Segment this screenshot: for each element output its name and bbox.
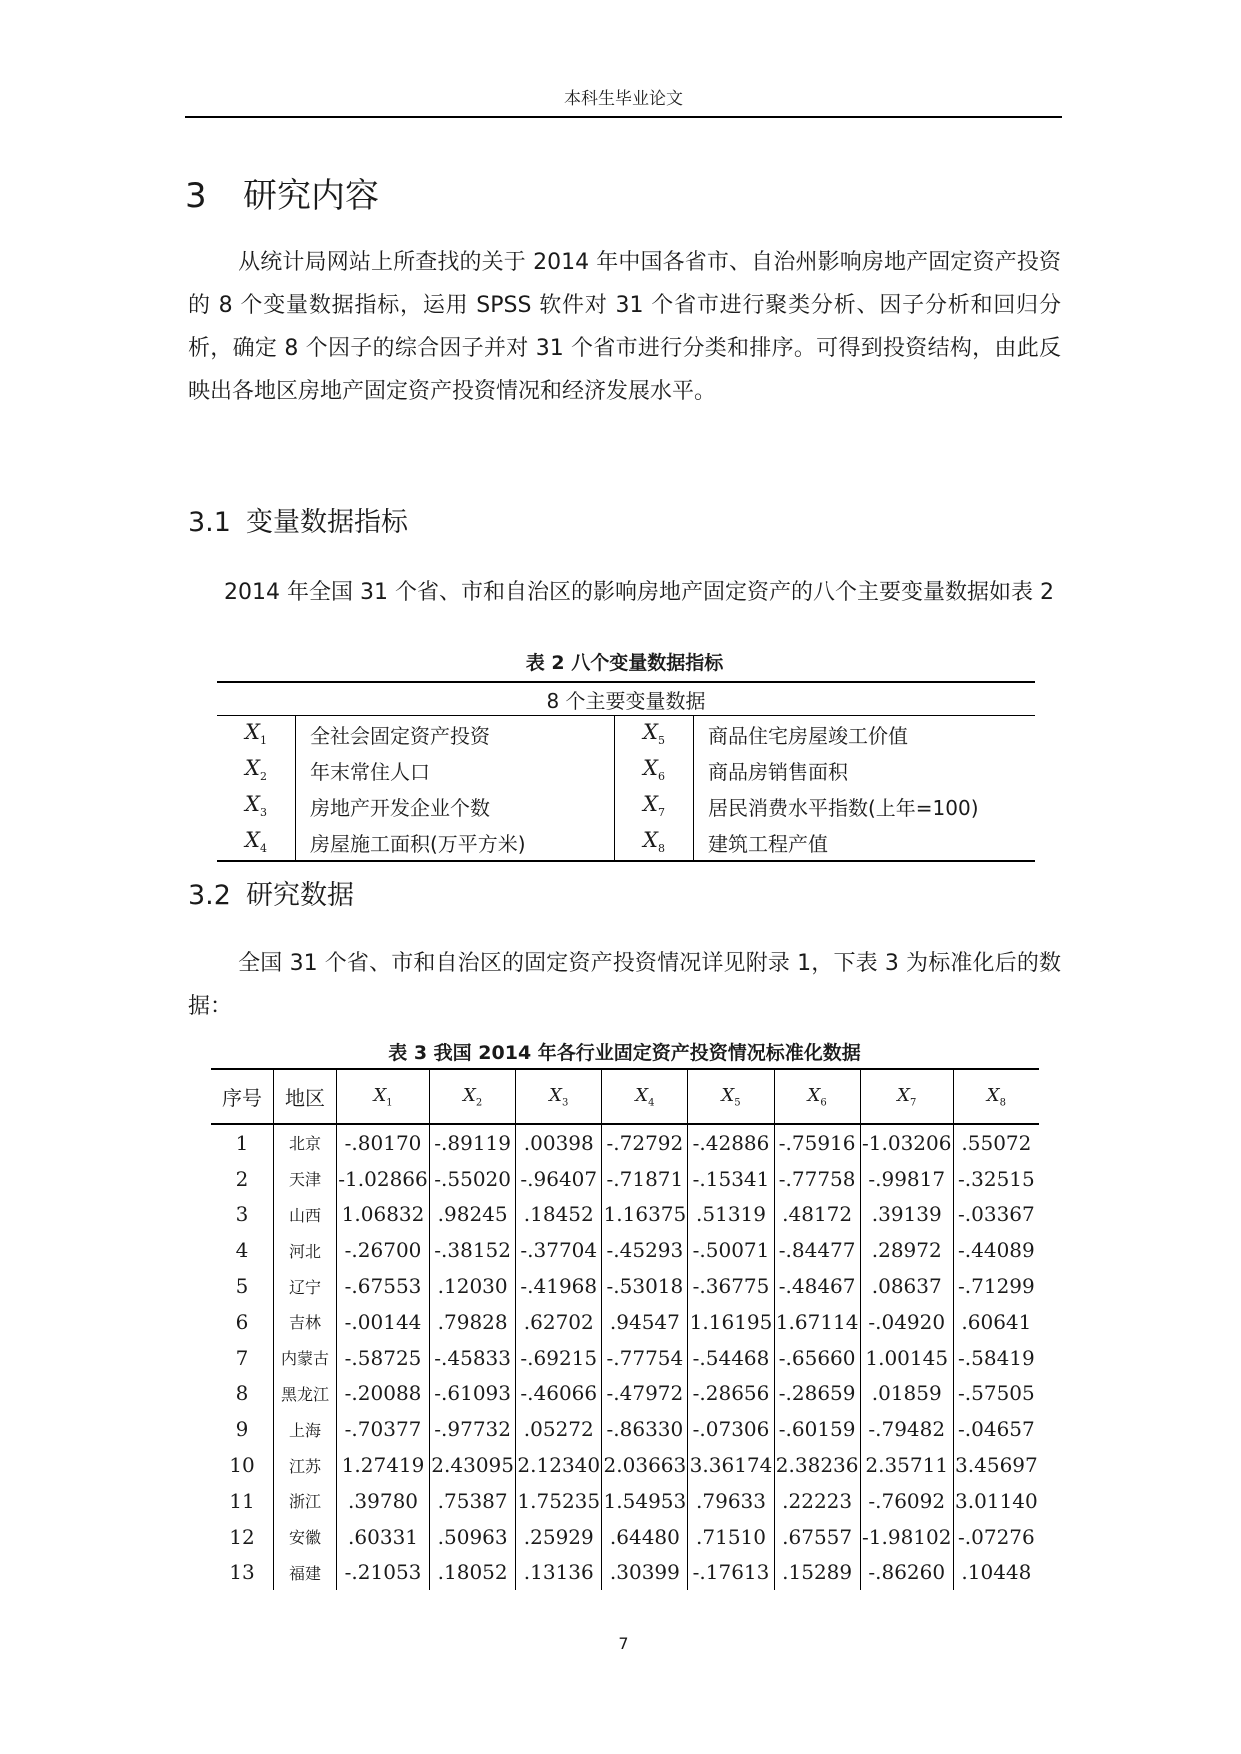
data-cell: -.15341 [688,1161,774,1197]
table-row [211,1268,1039,1304]
row-index: 9 [235,1417,249,1442]
data-cell: .79828 [430,1304,516,1340]
variable-description: 商品房销售面积 [708,759,848,784]
running-header: 本科生毕业论文 [564,89,683,109]
data-cell: -.96407 [516,1161,602,1197]
section-number: 3.1 [188,507,231,538]
row-index: 12 [229,1524,255,1549]
chapter-title [185,168,379,217]
data-cell: -.67553 [337,1268,430,1304]
row-region: 内蒙古 [274,1340,337,1376]
chapter-number: 3 [185,176,207,216]
data-cell: -.57505 [953,1376,1039,1412]
data-cell: .71510 [688,1519,774,1555]
data-cell: -.75916 [774,1124,860,1161]
section-title-text: 研究数据 [246,880,354,911]
header-rule [185,116,1062,118]
data-cell: .13136 [516,1555,602,1591]
variable-row [217,788,1035,824]
intro-paragraph-text: 从统计局网站上所查找的关于 2014 年中国各省市、自治州影响房地产固定资产投资的 8 个变量数据指标，运用 SPSS 软件对 31 个省市进行聚类分析、因子分析和回归分析，确定 8 个因子的综合因子并对 31 个省市进行分类和排序。可得到投资结构，由此反映出各地区房地产固定资产投资情况和经济发展水平。 [188,250,1061,404]
data-cell: .79633 [688,1483,774,1519]
column-header-x2: $X_2$ [430,1069,516,1124]
data-cell: .00398 [516,1124,602,1161]
data-cell: .12030 [430,1268,516,1304]
data-cell: -1.02866 [337,1161,430,1197]
data-cell: -.03367 [953,1197,1039,1233]
data-cell: -.44089 [953,1232,1039,1268]
data-cell: .10448 [953,1555,1039,1591]
variable-symbol: $X_5$ [615,716,694,753]
column-header-x4: $X_4$ [602,1069,688,1124]
data-cell: -.50071 [688,1232,774,1268]
table-row [211,1411,1039,1447]
data-cell: .39139 [860,1197,953,1233]
page-number: 7 [618,1634,629,1653]
variable-symbol: $X_8$ [615,824,694,861]
data-cell: -.58419 [953,1340,1039,1376]
variable-symbol: $X_1$ [217,716,296,753]
row-index: 1 [235,1130,249,1155]
row-index: 11 [229,1488,255,1513]
data-cell: 3.01140 [953,1483,1039,1519]
section-2-paragraph-text: 全国 31 个省、市和自治区的固定资产投资情况详见附录 1，下表 3 为标准化后的数据： [188,951,1061,1019]
row-index: 7 [235,1345,249,1370]
row-region: 福建 [274,1555,337,1591]
column-header-x8: $X_8$ [953,1069,1039,1124]
table-span-header: 8 个主要变量数据 [217,682,1035,716]
row-region: 江苏 [274,1447,337,1483]
data-cell: -.80170 [337,1124,430,1161]
column-header-x5: $X_5$ [688,1069,774,1124]
data-cell: .18452 [516,1197,602,1233]
data-cell: 1.00145 [860,1340,953,1376]
row-region: 天津 [274,1161,337,1197]
data-cell: .08637 [860,1268,953,1304]
data-cell: -.42886 [688,1124,774,1161]
data-cell: -.38152 [430,1232,516,1268]
standardized-data-table [211,1068,1039,1590]
table-row [211,1376,1039,1412]
column-header-index: 序号 [211,1069,274,1124]
data-cell: -1.03206 [860,1124,953,1161]
section-title-3-1 [188,500,408,539]
data-cell: -.46066 [516,1376,602,1412]
data-cell: .48172 [774,1197,860,1233]
table-3-caption: 表 3 我国 2014 年各行业固定资产投资情况标准化数据 [388,1042,861,1064]
data-cell: -.54468 [688,1340,774,1376]
row-region: 安徽 [274,1519,337,1555]
data-cell: -.72792 [602,1124,688,1161]
column-header-x1: $X_1$ [337,1069,430,1124]
column-header-region: 地区 [274,1069,337,1124]
row-region: 辽宁 [274,1268,337,1304]
data-cell: .22223 [774,1483,860,1519]
section-number: 3.2 [188,880,231,911]
data-cell: -.53018 [602,1268,688,1304]
data-cell: .18052 [430,1555,516,1591]
data-cell: 1.54953 [602,1483,688,1519]
data-cell: -.55020 [430,1161,516,1197]
table-row [211,1340,1039,1376]
data-cell: -.99817 [860,1161,953,1197]
data-cell: 1.67114 [774,1304,860,1340]
data-cell: .62702 [516,1304,602,1340]
row-index: 4 [235,1238,249,1263]
data-cell: -1.98102 [860,1519,953,1555]
data-cell: .94547 [602,1304,688,1340]
section-1-paragraph-text: 2014 年全国 31 个省、市和自治区的影响房地产固定资产的八个主要变量数据如表 2 [224,580,1054,605]
row-index: 8 [235,1381,249,1406]
section-title-text: 变量数据指标 [246,507,408,538]
row-region: 吉林 [274,1304,337,1340]
variable-symbol: $X_3$ [217,788,296,824]
data-cell: .60641 [953,1304,1039,1340]
row-index: 10 [229,1453,255,1478]
data-cell: -.00144 [337,1304,430,1340]
data-cell: -.20088 [337,1376,430,1412]
data-cell: .60331 [337,1519,430,1555]
data-cell: 2.43095 [430,1447,516,1483]
variable-description: 居民消费水平指数(上年=100) [708,795,979,820]
data-cell: -.07306 [688,1411,774,1447]
data-cell: -.71299 [953,1268,1039,1304]
data-cell: -.37704 [516,1232,602,1268]
data-cell: -.65660 [774,1340,860,1376]
data-cell: 3.45697 [953,1447,1039,1483]
data-cell: -.04657 [953,1411,1039,1447]
column-header-x6: $X_6$ [774,1069,860,1124]
row-index: 13 [229,1560,255,1585]
table-row [211,1519,1039,1555]
variable-description: 房屋施工面积(万平方米) [296,824,615,861]
row-region: 上海 [274,1411,337,1447]
data-cell: -.48467 [774,1268,860,1304]
data-cell: -.71871 [602,1161,688,1197]
data-cell: -.79482 [860,1411,953,1447]
data-cell: 1.16195 [688,1304,774,1340]
data-cell: .64480 [602,1519,688,1555]
data-cell: 1.27419 [337,1447,430,1483]
data-cell: 2.38236 [774,1447,860,1483]
data-cell: .05272 [516,1411,602,1447]
row-region: 河北 [274,1232,337,1268]
variable-description: 房地产开发企业个数 [296,788,615,824]
data-cell: .30399 [602,1555,688,1591]
variable-symbol: $X_2$ [217,752,296,788]
table-row [211,1304,1039,1340]
data-cell: 3.36174 [688,1447,774,1483]
column-header-x3: $X_3$ [516,1069,602,1124]
data-cell: .98245 [430,1197,516,1233]
data-cell: .25929 [516,1519,602,1555]
row-index: 2 [235,1166,249,1191]
data-cell: -.17613 [688,1555,774,1591]
data-cell: -.84477 [774,1232,860,1268]
data-cell: -.69215 [516,1340,602,1376]
data-cell: -.45293 [602,1232,688,1268]
data-cell: -.77754 [602,1340,688,1376]
data-cell: -.47972 [602,1376,688,1412]
row-region: 黑龙江 [274,1376,337,1412]
variable-symbol: $X_7$ [615,788,694,824]
row-index: 3 [235,1202,249,1227]
variable-row [217,752,1035,788]
data-cell: 2.12340 [516,1447,602,1483]
variables-table [217,681,1035,862]
row-region: 浙江 [274,1483,337,1519]
row-region: 北京 [274,1124,337,1161]
data-cell: 2.03663 [602,1447,688,1483]
data-cell: -.41968 [516,1268,602,1304]
variable-row [217,716,1035,753]
data-cell: -.45833 [430,1340,516,1376]
data-cell: -.26700 [337,1232,430,1268]
data-cell: .51319 [688,1197,774,1233]
data-cell: -.77758 [774,1161,860,1197]
table-row [211,1161,1039,1197]
table-row [211,1232,1039,1268]
section-2-paragraph [188,942,1061,1028]
data-cell: -.28656 [688,1376,774,1412]
section-1-paragraph [188,577,1061,609]
data-cell: -.89119 [430,1124,516,1161]
table-row [211,1483,1039,1519]
data-cell: 2.35711 [860,1447,953,1483]
variable-description: 年末常住人口 [296,752,615,788]
data-cell: .75387 [430,1483,516,1519]
data-cell: .55072 [953,1124,1039,1161]
table-2-caption: 表 2 八个变量数据指标 [525,652,724,674]
data-cell: .39780 [337,1483,430,1519]
data-cell: -.28659 [774,1376,860,1412]
table-row [211,1447,1039,1483]
data-cell: .15289 [774,1555,860,1591]
data-cell: .01859 [860,1376,953,1412]
data-cell: -.21053 [337,1555,430,1591]
data-cell: -.61093 [430,1376,516,1412]
data-cell: -.86260 [860,1555,953,1591]
variable-description: 商品住宅房屋竣工价值 [708,723,908,748]
variable-symbol: $X_6$ [615,752,694,788]
data-cell: -.07276 [953,1519,1039,1555]
data-cell: 1.75235 [516,1483,602,1519]
data-cell: -.70377 [337,1411,430,1447]
data-cell: 1.16375 [602,1197,688,1233]
section-title-3-2 [188,873,354,912]
variable-description: 全社会固定资产投资 [296,716,615,753]
variable-symbol: $X_4$ [217,824,296,861]
chapter-title-text: 研究内容 [243,176,379,216]
variable-row [217,824,1035,861]
table-row [211,1124,1039,1161]
data-cell: .28972 [860,1232,953,1268]
row-region: 山西 [274,1197,337,1233]
data-cell: -.32515 [953,1161,1039,1197]
table-row [211,1197,1039,1233]
intro-paragraph [188,241,1061,413]
data-cell: -.76092 [860,1483,953,1519]
data-cell: -.58725 [337,1340,430,1376]
data-cell: -.04920 [860,1304,953,1340]
data-cell: -.97732 [430,1411,516,1447]
table-row [211,1555,1039,1591]
data-cell: -.86330 [602,1411,688,1447]
data-cell: -.36775 [688,1268,774,1304]
variable-description: 建筑工程产值 [694,824,1036,861]
data-cell: .67557 [774,1519,860,1555]
data-cell: -.60159 [774,1411,860,1447]
data-cell: .50963 [430,1519,516,1555]
row-index: 5 [235,1274,249,1299]
column-header-x7: $X_7$ [860,1069,953,1124]
data-cell: 1.06832 [337,1197,430,1233]
row-index: 6 [235,1309,249,1334]
